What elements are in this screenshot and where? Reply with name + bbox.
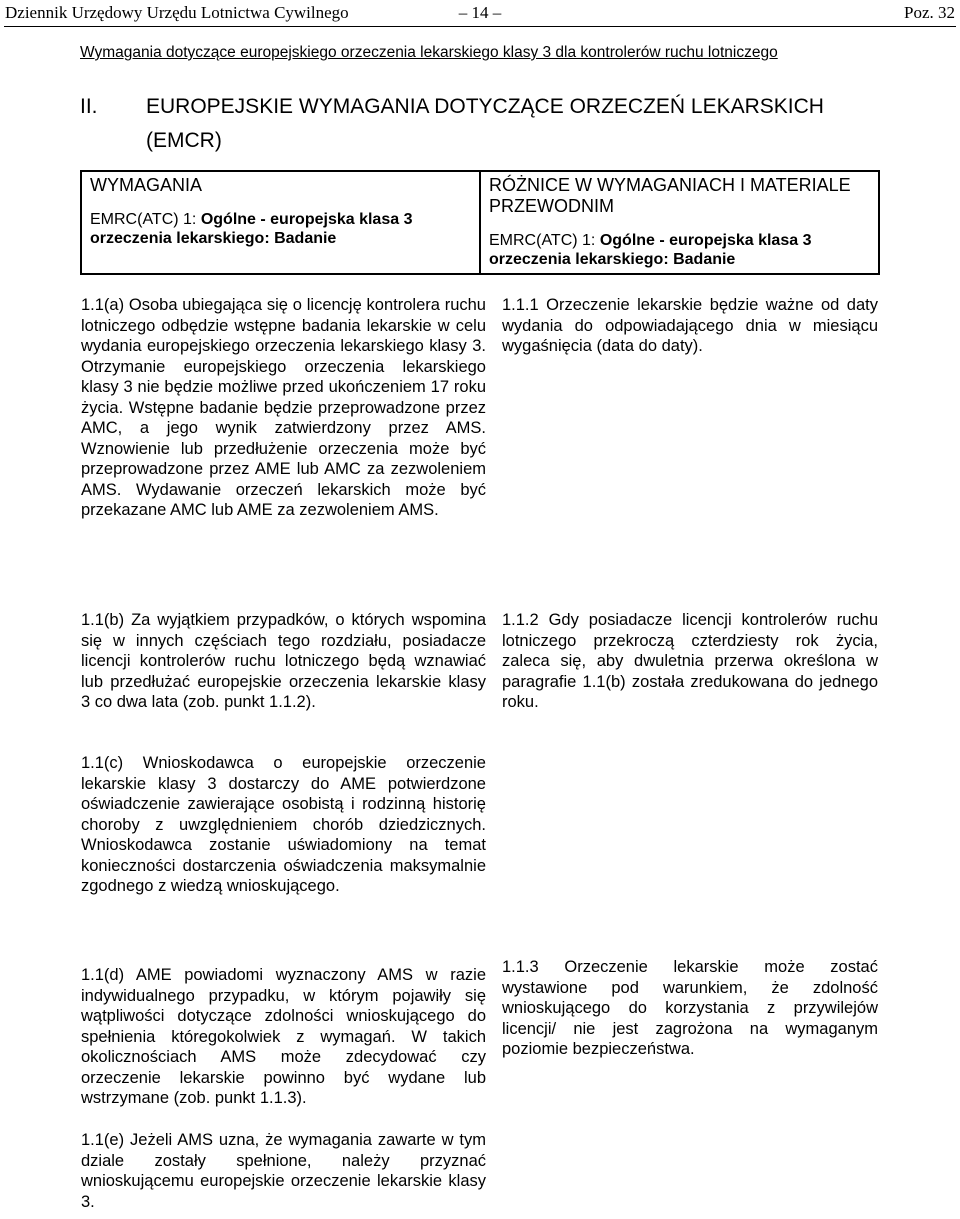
paragraph-1-1b: 1.1(b) Za wyjątkiem przypadków, o których wspomina się w innych częściach tego rozdziału, posiadacze licencji kontrolerów ruchu lotniczego będą wznawiać lub przedłużać europejskie orzeczenia lekarskie klasy 3 co dwa lata (zob. punkt 1.1.2). (81, 611, 486, 711)
paragraph-1-1-2: 1.1.2 Gdy posiadacze licencji kontrolerów ruchu lotniczego przekroczą czterdziesty rok życia, zaleca się, aby dwuletnia przerwa określona w paragrafie 1.1(b) została zredukowana do jednego roku. (502, 611, 878, 711)
position-number: Poz. 32 (904, 3, 955, 22)
journal-title: Dziennik Urzędowy Urzędu Lotnictwa Cywilnego (5, 3, 349, 22)
differences-subheading (489, 231, 870, 269)
differences-code: EMRC(ATC) 1: (489, 232, 596, 249)
page-number: – 14 – (458, 3, 502, 22)
paragraph-1-1-3: 1.1.3 Orzeczenie lekarskie może zostać wystawione pod warunkiem, że zdolność wnioskującego do korzystania z przywilejów licencji/ nie jest zagrożona na wymaganym poziomie bezpieczeństwa. (502, 958, 878, 1058)
requirements-heading: WYMAGANIA (90, 175, 203, 195)
requirements-subheading (90, 210, 471, 248)
header-divider (4, 26, 956, 27)
differences-header-cell (480, 171, 879, 274)
paragraph-1-1a: 1.1(a) Osoba ubiegająca się o licencję kontrolera ruchu lotniczego odbędzie wstępne badania lekarskie w celu wydania europejskiego orzeczenia lekarskiego klasy 3. Otrzymanie europejskiego orzeczenia lekarskiego klasy 3 nie będzie możliwe przed ukończeniem 17 roku życia. Wstępne badanie będzie przeprowadzone przez AMC, a jego wynik zatwierdzony przez AMS. Wznowienie lub przedłużenie orzeczenia może być przeprowadzone przez AME lub AMC za zezwoleniem AMS. Wydawanie orzeczeń lekarskich może być przekazane AMC lub AME za zezwoleniem AMS. (81, 296, 486, 519)
section-number: II. (80, 95, 98, 118)
requirements-table (80, 170, 880, 275)
differences-topic: Ogólne - europejska klasa 3 orzeczenia lekarskiego: Badanie (489, 232, 812, 268)
requirements-topic: Ogólne - europejska klasa 3 orzeczenia lekarskiego: Badanie (90, 211, 413, 247)
section-title: EUROPEJSKIE WYMAGANIA DOTYCZĄCE ORZECZEŃ LEKARSKICH (EMCR) (146, 95, 824, 152)
paragraph-1-1d: 1.1(d) AME powiadomi wyznaczony AMS w razie indywidualnego przypadku, w którym pojawiły się wątpliwości dotyczące zdolności wnioskującego do spełnienia któregokolwiek z wymagań. W takich okolicznościach AMS może zdecydować czy orzeczenie lekarskie powinno być wydane lub wstrzymane (zob. punkt 1.1.3). (81, 966, 486, 1107)
paragraph-1-1e: 1.1(e) Jeżeli AMS uzna, że wymagania zawarte w tym dziale zostały spełnione, należy przyznać wnioskującemu europejskie orzeczenie lekarskie klasy 3. (81, 1131, 486, 1211)
paragraph-1-1-1: 1.1.1 Orzeczenie lekarskie będzie ważne od daty wydania do odpowiadającego dnia w miesiącu wygaśnięcia (data do daty). (502, 296, 878, 355)
differences-heading: RÓŻNICE W WYMAGANIACH I MATERIALE PRZEWODNIM (489, 175, 851, 216)
document-subtitle: Wymagania dotyczące europejskiego orzeczenia lekarskiego klasy 3 dla kontrolerów ruchu lotniczego (80, 44, 778, 61)
paragraph-1-1c: 1.1(c) Wnioskodawca o europejskie orzeczenie lekarskie klasy 3 dostarczy do AME potwierdzone oświadczenie zawierające osobistą i rodzinną historię choroby z uwzględnieniem chorób dziedzicznych. Wnioskodawca zostanie uświadomiony na temat konieczności dostarczenia oświadczenia maksymalnie zgodnego z wiedzą wnioskującego. (81, 754, 486, 895)
requirements-code: EMRC(ATC) 1: (90, 211, 197, 228)
requirements-header-cell (81, 171, 480, 274)
